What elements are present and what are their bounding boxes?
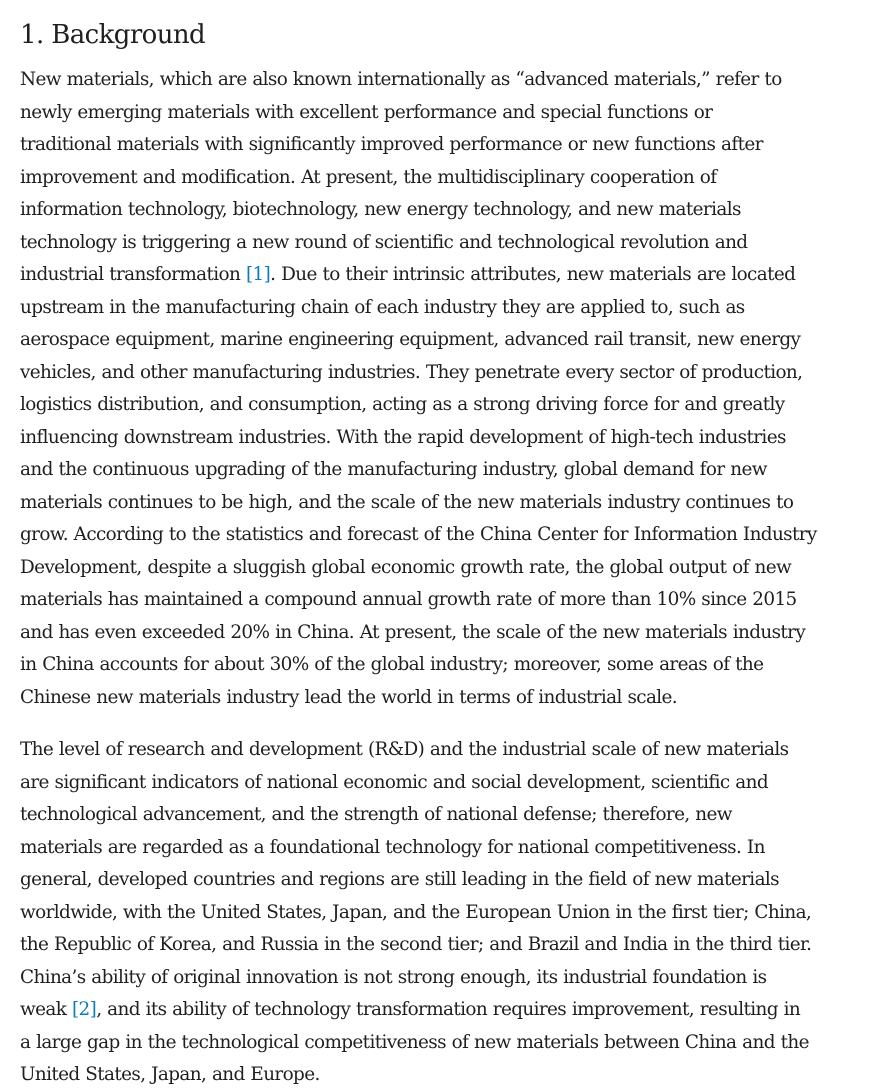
- text-line: Chinese new materials industry lead the world in terms of industrial scale.: [20, 686, 678, 708]
- paragraph-1: [20, 64, 817, 714]
- section-heading: 1. Background: [20, 20, 206, 50]
- text-segment: weak: [20, 999, 72, 1020]
- text-line: general, developed countries and regions are still leading in the field of new materials: [20, 869, 779, 890]
- text-line: materials continues to be high, and the scale of the new materials industry continues to: [20, 491, 794, 513]
- text-line: the Republic of Korea, and Russia in the second tier; and Brazil and India in the third tier.: [20, 934, 812, 955]
- text-line: materials has maintained a compound annual growth rate of more than 10% since 2015: [20, 589, 797, 610]
- text-line: and has even exceeded 20% in China. At present, the scale of the new materials industry: [20, 621, 806, 643]
- text-segment: , and its ability of technology transformation requires improvement, resulting in: [96, 999, 801, 1020]
- text-line: Development, despite a sluggish global economic growth rate, the global output of new: [20, 556, 792, 578]
- paragraph-2: [20, 734, 811, 1092]
- text-line: information technology, biotechnology, new energy technology, and new materials: [20, 199, 741, 220]
- text-line: vehicles, and other manufacturing industries. They penetrate every sector of production,: [20, 361, 803, 383]
- text-line: influencing downstream industries. With the rapid development of high-tech industries: [20, 426, 786, 448]
- text-line: New materials, which are also known internationally as “advanced materials,” refer to: [20, 69, 782, 90]
- text-line: China’s ability of original innovation is not strong enough, its industrial foundation is: [20, 966, 767, 988]
- text-line-with-reference: [20, 259, 817, 292]
- reference-link-1[interactable]: [1]: [245, 264, 271, 285]
- text-line: worldwide, with the United States, Japan, and the European Union in the first tier; China,: [20, 901, 812, 923]
- text-line: logistics distribution, and consumption, acting as a strong driving force for and greatly: [20, 394, 785, 415]
- text-line: technological advancement, and the strength of national defense; therefore, new: [20, 804, 732, 825]
- text-line: and the continuous upgrading of the manufacturing industry, global demand for new: [20, 459, 767, 480]
- text-line: grow. According to the statistics and forecast of the China Center for Information Industry: [20, 524, 817, 545]
- text-line: a large gap in the technological competitiveness of new materials between China and the: [20, 1031, 809, 1053]
- reference-link-2[interactable]: [2]: [71, 999, 97, 1020]
- text-line: newly emerging materials with excellent performance and special functions or: [20, 101, 713, 123]
- text-line: aerospace equipment, marine engineering equipment, advanced rail transit, new energy: [20, 329, 801, 350]
- text-line: are significant indicators of national economic and social development, scientific and: [20, 771, 769, 793]
- text-segment: . Due to their intrinsic attributes, new materials are located: [270, 264, 796, 285]
- text-line: materials are regarded as a foundational technology for national competitiveness. In: [20, 836, 765, 858]
- text-segment: industrial transformation: [20, 264, 246, 285]
- text-line-with-reference: [20, 994, 811, 1027]
- text-line: technology is triggering a new round of scientific and technological revolution and: [20, 231, 748, 253]
- text-line: The level of research and development (R&D) and the industrial scale of new materials: [20, 739, 789, 760]
- text-line: United States, Japan, and Europe.: [20, 1064, 320, 1085]
- text-line: in China accounts for about 30% of the global industry; moreover, some areas of the: [20, 654, 764, 675]
- text-line: traditional materials with significantly improved performance or new functions after: [20, 134, 763, 155]
- text-line: improvement and modification. At present, the multidisciplinary cooperation of: [20, 166, 717, 188]
- text-line: upstream in the manufacturing chain of each industry they are applied to, such as: [20, 296, 745, 318]
